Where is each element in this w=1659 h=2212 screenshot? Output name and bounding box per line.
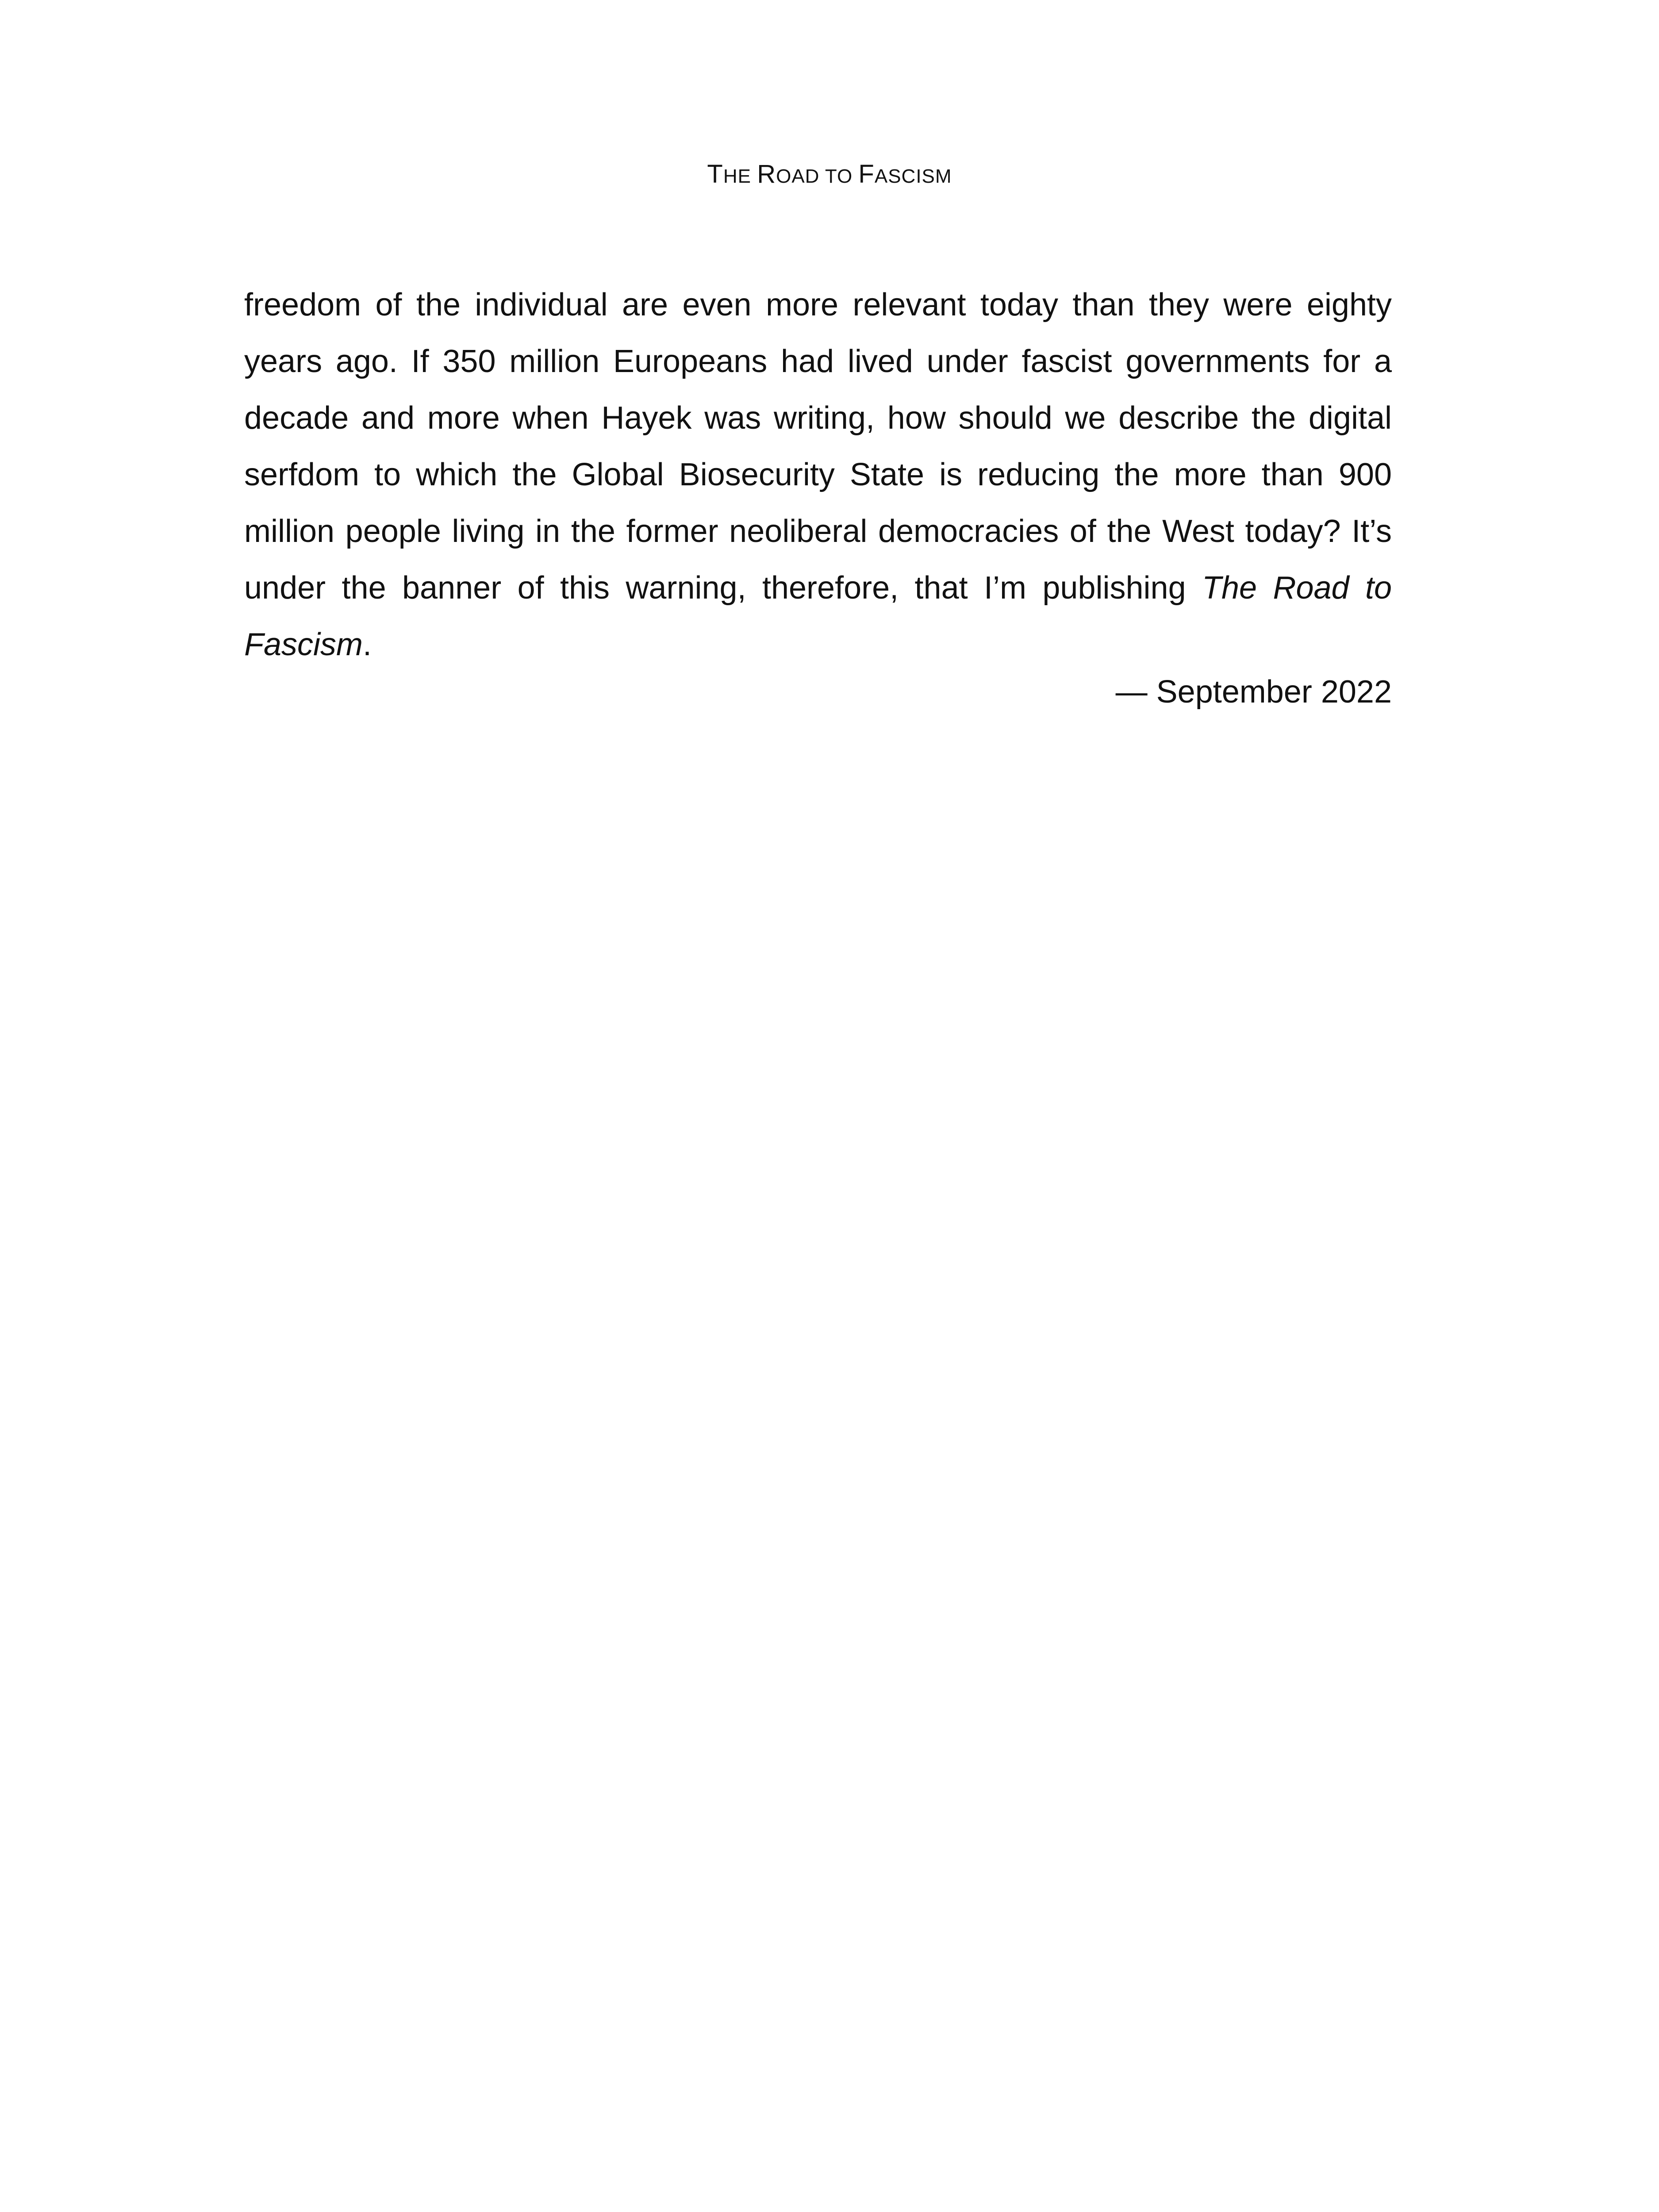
body-text-after-title: . xyxy=(363,627,372,662)
body-text-before-title: freedom of the individual are even more relevant today than they were eighty years ago. If 350 million Europeans had lived under fascist governments for a decade and more when Hayek was writing, how should we describe the digital serfdom to which the Global Biosecurity State is reducing the more than 900 million people living in the former neoliberal democracies of the West today? It’s under the banner of this warning, therefore, that I’m publishing xyxy=(244,287,1392,606)
running-head-rest-3: ASCISM xyxy=(874,165,952,187)
running-head-cap-1: T xyxy=(707,160,723,188)
running-head-rest-2: OAD TO xyxy=(776,165,859,187)
running-head-cap-2: R xyxy=(757,160,776,188)
running-head-cap-3: F xyxy=(858,160,875,188)
date-signoff: — September 2022 xyxy=(1115,674,1392,710)
book-title: The Road to Fascism xyxy=(244,570,1392,662)
body-paragraph xyxy=(244,276,1392,673)
running-head xyxy=(0,161,1659,187)
running-head-rest-1: HE xyxy=(723,165,757,187)
